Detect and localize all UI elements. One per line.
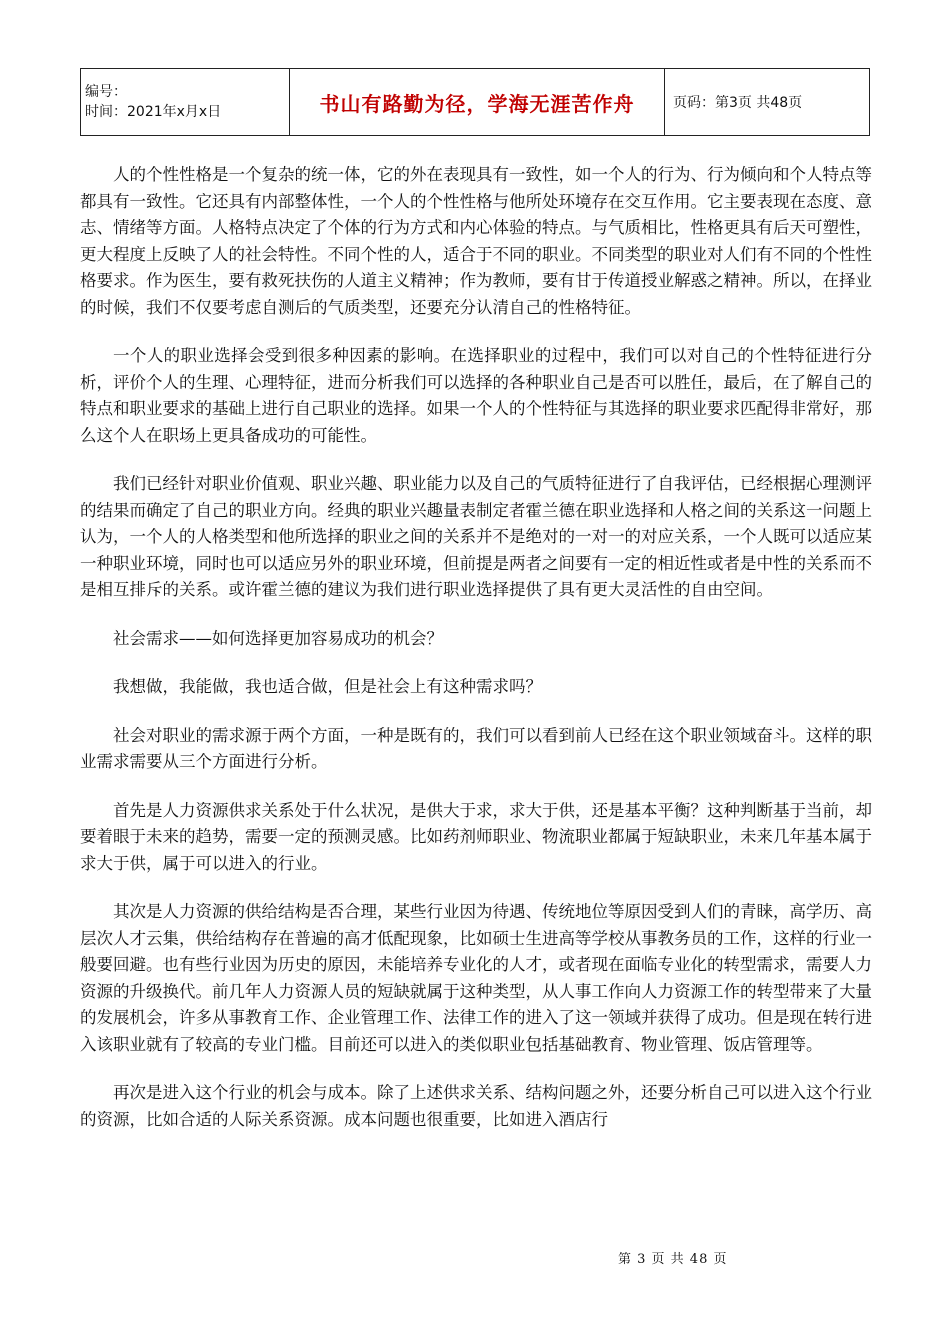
paragraph-second-supply-structure: 其次是人力资源的供给结构是否合理，某些行业因为待遇、传统地位等原因受到人们的青睐，高学历、高层次人才云集，供给结构存在普遍的高才低配现象，比如硕士生进高等学校从事教务员的工作，这样的行业一般要回避。也有些行业因为历史的原因，未能培养专业化的人才，或者现在面临专业化的转型需求，需要人力资源的升级换代。前几年人力资源人员的短缺就属于这种类型，从人事工作向人力资源工作的转型带来了大量的发展机会，许多从事教育工作、企业管理工作、法律工作的进入了这一领域并获得了成功。但是现在转行进入该职业就有了较高的专业门槛。目前还可以进入的类似职业包括基础教育、物业管理、饭店管理等。 xyxy=(80,902,872,1054)
header-page-label: 页码：第3页 共48页 xyxy=(665,69,870,136)
paragraph-demand-sources: 社会对职业的需求源于两个方面，一种是既有的，我们可以看到前人已经在这个职业领域奋斗。这样的职业需求需要从三个方面进行分析。 xyxy=(80,725,872,771)
paragraph-question: 我想做，我能做，我也适合做，但是社会上有这种需求吗？ xyxy=(113,677,542,696)
paragraph-holland: 我们已经针对职业价值观、职业兴趣、职业能力以及自己的气质特征进行了自我评估，已经根据心理测评的结果而确定了自己的职业方向。经典的职业兴趣量表制定者霍兰德在职业选择和人格之间的关系这一问题上认为，一个人的人格类型和他所选择的职业之间的关系并不是绝对的一对一的对应关系，一个人既可以适应某一种职业环境，同时也可以适应另外的职业环境，但前提是两者之间要有一定的相近性或者是中性的关系而不是相互排斥的关系。或许霍兰德的建议为我们进行职业选择提供了具有更大灵活性的自由空间。 xyxy=(80,474,872,599)
paragraph-personality: 人的个性性格是一个复杂的统一体，它的外在表现具有一致性，如一个人的行为、行为倾向和个人特点等都具有一致性。它还具有内部整体性，一个人的个性性格与他所处环境存在交互作用。它主要表现在态度、意志、情绪等方面。人格特点决定了个体的行为方式和内心体验的特点。与气质相比，性格更具有后天可塑性，更大程度上反映了人的社会特性。不同个性的人，适合于不同的职业。不同类型的职业对人们有不同的个性性格要求。作为医生，要有救死扶伤的人道主义精神；作为教师，要有甘于传道授业解惑之精神。所以，在择业的时候，我们不仅要考虑自测后的气质类型，还要充分认清自己的性格特征。 xyxy=(80,165,872,317)
paragraph-career-factors: 一个人的职业选择会受到很多种因素的影响。在选择职业的过程中，我们可以对自己的个性特征进行分析，评价个人的生理、心理特征，进而分析我们可以选择的各种职业自己是否可以胜任，最后，在了解自己的特点和职业要求的基础上进行自己职业的选择。如果一个人的个性特征与其选择的职业要求匹配得非常好，那么这个人在职场上更具备成功的可能性。 xyxy=(80,346,872,445)
paragraph-social-demand-heading: 社会需求——如何选择更加容易成功的机会？ xyxy=(113,628,443,648)
doc-number-label: 编号： xyxy=(85,84,127,100)
header-slogan: 书山有路勤为径，学海无涯苦作舟 xyxy=(290,69,665,136)
paragraph-first-supply-demand: 首先是人力资源供求关系处于什么状况，是供大于求，求大于供，还是基本平衡？这种判断基于当前，却要着眼于未来的趋势，需要一定的预测灵感。比如药剂师职业、物流职业都属于短缺职业，未来几年基本属于求大于供，属于可以进入的行业。 xyxy=(80,800,872,873)
page-footer: 第 3 页 共 48 页 xyxy=(618,1252,728,1267)
body-content xyxy=(80,162,872,1155)
page-header-table xyxy=(80,68,870,136)
doc-time-label: 时间：2021年x月x日 xyxy=(85,104,222,120)
paragraph-third-opportunity-cost: 再次是进入这个行业的机会与成本。除了上述供求关系、结构问题之外，还要分析自己可以进入这个行业的资源，比如合适的人际关系资源。成本问题也很重要，比如进入酒店行 xyxy=(80,1083,872,1129)
header-meta-cell xyxy=(81,69,290,136)
